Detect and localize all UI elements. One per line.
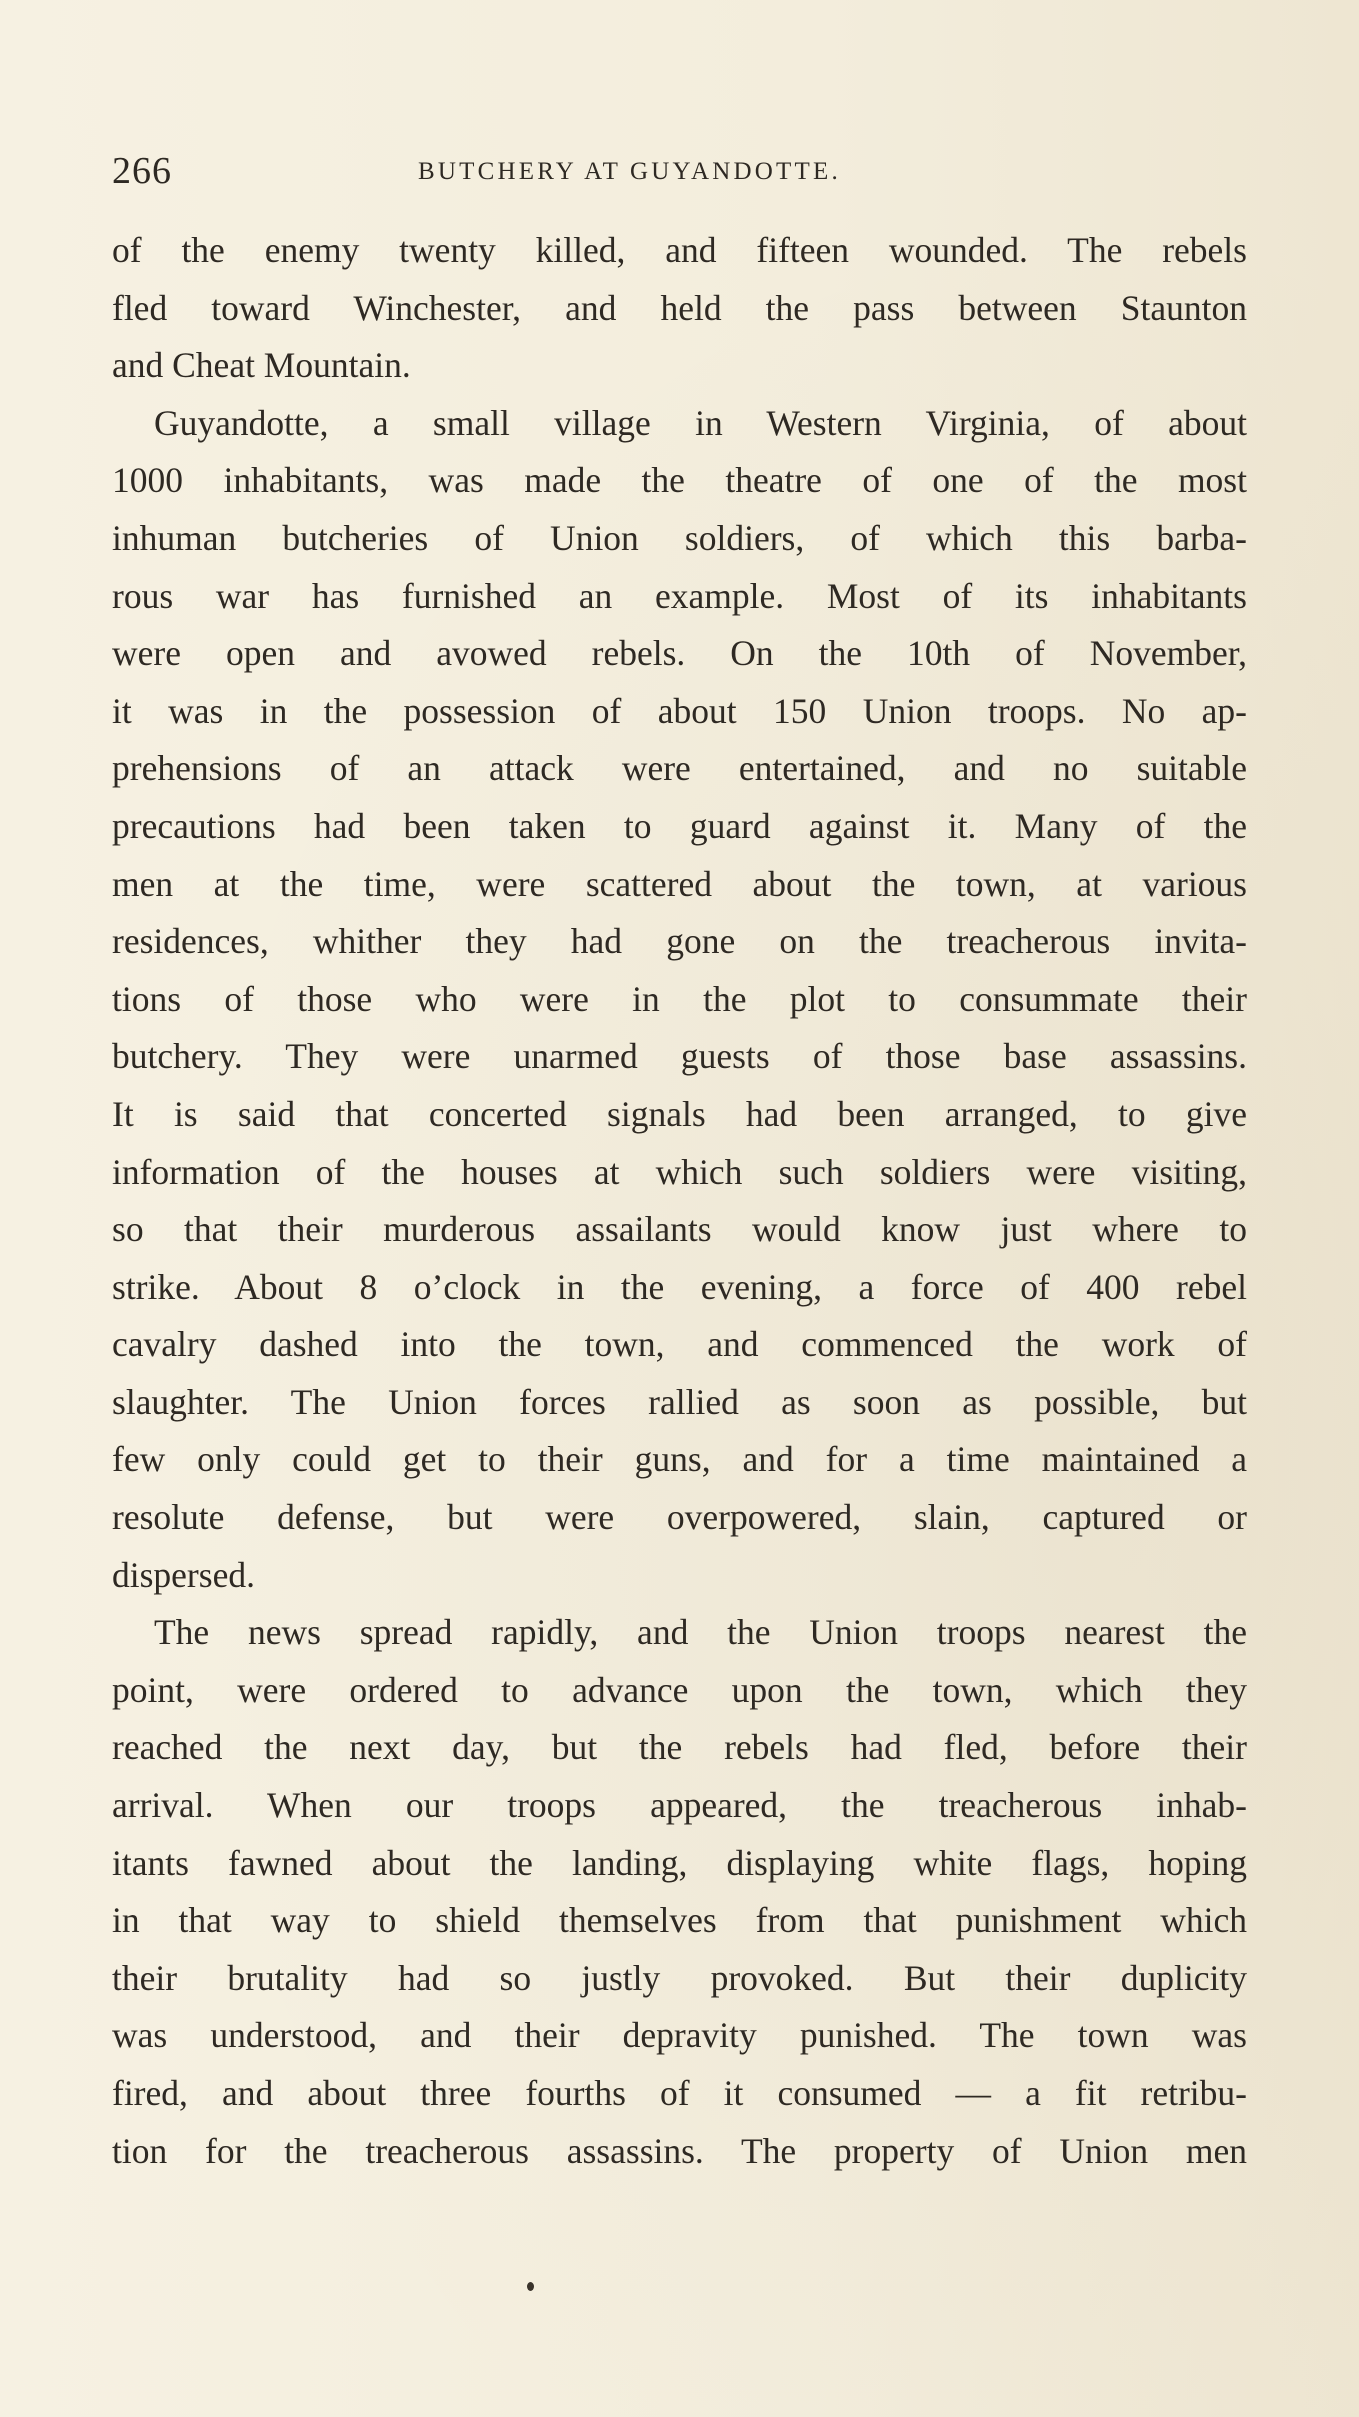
paragraph-2-line-1: Guyandotte, a small village in Western Virginia, of about <box>154 402 1247 443</box>
paragraph-2-line-5: were open and avowed rebels. On the 10th of November, <box>112 633 1247 674</box>
paragraph-3-line-5: itants fawned about the landing, displaying white flags, hoping <box>112 1842 1247 1883</box>
paragraph-3-line-4: arrival. When our troops appeared, the treacherous inhab- <box>112 1785 1247 1826</box>
paragraph-2-line-14: information of the houses at which such soldiers were visiting, <box>112 1151 1247 1192</box>
paragraph-2-line-6: it was in the possession of about 150 Union troops. No ap- <box>112 690 1247 731</box>
paragraph-2-line-9: men at the time, were scattered about the town, at various <box>112 863 1247 904</box>
running-head: BUTCHERY AT GUYANDOTTE. <box>418 158 841 185</box>
body-text <box>112 222 1247 2180</box>
paragraph-2-line-19: few only could get to their guns, and for a time maintained a <box>112 1439 1247 1480</box>
paragraph-3-line-1: The news spread rapidly, and the Union troops nearest the <box>154 1612 1247 1653</box>
paragraph-2-line-7: prehensions of an attack were entertained, and no suitable <box>112 748 1247 789</box>
paragraph-2-line-11: tions of those who were in the plot to consummate their <box>112 978 1247 1019</box>
paragraph-3-line-7: their brutality had so justly provoked. But their duplicity <box>112 1957 1247 1998</box>
paragraph-2-line-15: so that their murderous assailants would know just where to <box>112 1209 1247 1250</box>
paragraph-2-line-17: cavalry dashed into the town, and commenced the work of <box>112 1324 1247 1365</box>
paragraph-2-line-18: slaughter. The Union forces rallied as soon as possible, but <box>112 1381 1247 1422</box>
paragraph-3-line-8: was understood, and their depravity punished. The town was <box>112 2015 1247 2056</box>
paragraph-2-line-16: strike. About 8 o’clock in the evening, a force of 400 rebel <box>112 1266 1247 1307</box>
paragraph-3-line-9: fired, and about three fourths of it consumed — a fit retribu- <box>112 2073 1247 2113</box>
paragraph-2-line-4: rous war has furnished an example. Most of its inhabitants <box>112 575 1247 616</box>
paragraph-2-line-20: resolute defense, but were overpowered, slain, captured or <box>112 1497 1247 1538</box>
paragraph-3-line-2: point, were ordered to advance upon the town, which they <box>112 1669 1247 1710</box>
paragraph-2-line-3: inhuman butcheries of Union soldiers, of which this barba- <box>112 517 1247 558</box>
paragraph-2-line-2: 1000 inhabitants, was made the theatre of one of the most <box>112 460 1247 501</box>
paragraph-3-line-3: reached the next day, but the rebels had fled, before their <box>112 1727 1247 1768</box>
paragraph-2-line-13: It is said that concerted signals had been arranged, to give <box>112 1093 1247 1134</box>
paragraph-2-line-8: precautions had been taken to guard against it. Many of the <box>112 805 1247 846</box>
page-header <box>112 148 1247 194</box>
paragraph-1-line-2: fled toward Winchester, and held the pass between Staunton <box>112 287 1247 328</box>
page-number: 266 <box>112 150 172 192</box>
paragraph-1-line-1: of the enemy twenty killed, and fifteen wounded. The rebels <box>112 230 1247 270</box>
ink-speck <box>527 2282 534 2291</box>
paragraph-2-line-10: residences, whither they had gone on the treacherous invita- <box>112 921 1247 962</box>
paragraph-3-line-6: in that way to shield themselves from that punishment which <box>112 1900 1247 1941</box>
paragraph-2-line-12: butchery. They were unarmed guests of those base assassins. <box>112 1036 1247 1077</box>
paragraph-3-line-10: tion for the treacherous assassins. The property of Union men <box>112 2130 1247 2171</box>
paragraph-2-line-21: dispersed. <box>112 1554 255 1595</box>
paragraph-1-line-3: and Cheat Mountain. <box>112 345 411 386</box>
